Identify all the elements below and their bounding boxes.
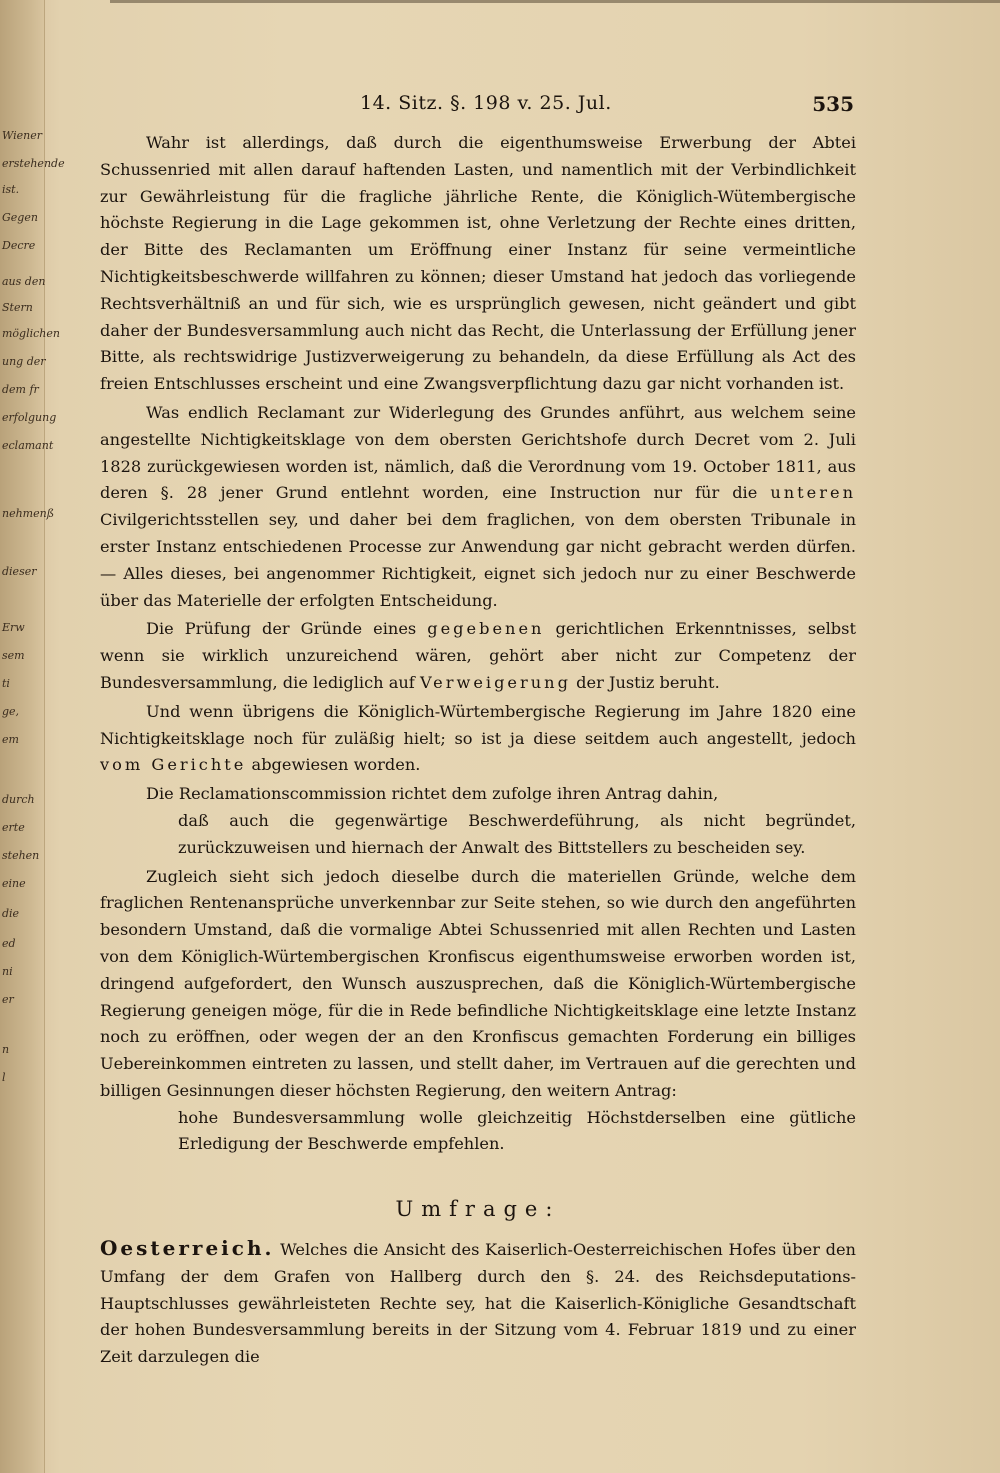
gutter-fragment: nehmenß	[2, 507, 55, 520]
gutter-fragment: stehen	[2, 849, 40, 862]
gutter-fragment: erstehende	[2, 157, 65, 170]
gutter-fragment: ni	[2, 965, 13, 978]
gutter-fragment: Gegen	[2, 211, 38, 224]
paragraph: Zugleich sieht sich jedoch dieselbe durch die materiellen Gründe, welche dem fraglichen Rentenansprüche unverkennbar zur Seite stehen, so wie durch den angeführten besondern Umstand, daß die vormalige Abtei Schussenried mit allen Rechten und Lasten von dem Königlich-Würtembergischen Kronfiscus eigenthumsweise erworben worden ist, dringend aufgefordert, den Wunsch auszusprechen, daß die Königlich-Würtembergische Regierung geneigen möge, für die in Rede befindliche Nichtigkeitsklage eine letzte Instanz noch zu eröffnen, oder wegen der an den Kronfiscus gemachten Forderung ein billiges Uebereinkommen eintreten zu lassen, und stellt daher, im Vertrauen auf die gerechten und billigen Gesinnungen dieser höchsten Regierung, den weitern Antrag:	[100, 866, 856, 1100]
gutter-fragment: l	[2, 1071, 6, 1084]
gutter-fragment: ge,	[2, 705, 20, 718]
text-run: Civilgerichtsstellen sey, und daher bei dem fraglichen, von dem obersten Tribunale in erster Instanz entschiedenen Processe zur Anwendung gar nicht gebracht werden dürfen. — Alles dieses, bei angenommer Richtigkeit, eignet sich jedoch nur zu einer Beschwerde über das Materielle der erfolgten Entscheidung.	[100, 510, 856, 610]
gutter-fragment: ed	[2, 937, 16, 950]
emphasized-text: gegebenen	[427, 619, 545, 639]
page-header	[360, 92, 860, 120]
adjacent-page-gutter	[0, 0, 65, 1473]
gutter-fragment: Erw	[2, 621, 25, 634]
gutter-fragment: dem fr	[2, 383, 39, 396]
gutter-fragment: ist.	[2, 183, 20, 196]
main-text	[100, 130, 856, 1371]
gutter-fragment: durch	[2, 793, 35, 806]
emphasized-text: unteren	[770, 483, 856, 503]
text-run: gerichtlichen Erkenntnisses, selbst wenn sie wirklich unzureichend wären, gehört aber nicht zur Competenz der Bundesversammlung, die lediglich auf	[100, 619, 856, 692]
paragraph: Wahr ist allerdings, daß durch die eigenthumsweise Erwerbung der Abtei Schussenried mit allen darauf haftenden Lasten, und namentlich mit der Verbindlichkeit zur Gewährleistung für die fragliche jährliche Rente, die Königlich-Wütembergische höchste Regierung in die Lage gekommen ist, ohne Verletzung der Rechte eines dritten, der Bitte des Reclamanten um Eröffnung einer Instanz für seine vermeintliche Nichtigkeitsbeschwerde willfahren zu können; dieser Umstand hat jedoch das vorliegende Rechtsverhältniß an und für sich, wie es ursprünglich gewesen, nicht geändert und gibt daher der Bundesversammlung auch nicht das Recht, die Unterlassung der Erfüllung jener Bitte, als rechtswidrige Justizverweigerung zu behandeln, da diese Erfüllung als Act des freien Entschlusses erscheint und eine Zwangsverpflichtung dazu gar nicht vorhanden ist.	[100, 133, 856, 394]
paragraph	[100, 699, 856, 779]
text-run: Welches die Ansicht des Kaiserlich-Oesterreichischen Hofes über den Umfang der dem Grafen von Hallberg durch den §. 24. des Reichsdeputations-Hauptschlusses gewährleisteten Rechte sey, hat die Kaiserlich-Königliche Gesandtschaft der hohen Bundesversammlung bereits in der Sitzung vom 4. Februar 1819 und zu einer Zeit darzulegen die	[100, 1240, 856, 1367]
section-heading: Umfrage:	[395, 1197, 561, 1222]
motion-text: hohe Bundesversammlung wolle gleichzeitig Höchstderselben eine gütliche Erledigung der Beschwerde empfehlen.	[178, 1107, 856, 1154]
paragraph	[100, 400, 856, 614]
emphasized-text: vom Gerichte	[100, 755, 247, 775]
gutter-fragment: erfolgung	[2, 411, 57, 424]
gutter-fragment: sem	[2, 649, 25, 662]
page-number: 535	[812, 92, 854, 116]
gutter-fragment: aus den	[2, 275, 46, 288]
paragraph	[100, 616, 856, 696]
text-run: abgewiesen worden.	[251, 755, 421, 775]
gutter-fragment: Wiener	[2, 129, 42, 142]
gutter-fragment: em	[2, 733, 19, 746]
gutter-fragment: die	[2, 907, 20, 920]
paragraph	[100, 1235, 856, 1371]
gutter-fragment: erte	[2, 821, 25, 834]
gutter-fragment: er	[2, 993, 14, 1006]
text-run: Und wenn übrigens die Königlich-Würtembergische Regierung im Jahre 1820 eine Nichtigkeitsklage noch für zuläßig hielt; so ist ja diese seitdem auch angestellt, jedoch	[100, 701, 856, 748]
text-run: der Justiz beruht.	[576, 672, 720, 692]
gutter-fragment: eclamant	[2, 439, 54, 452]
text-run: Was endlich Reclamant zur Widerlegung des Grundes anführt, aus welchem seine angestellte Nichtigkeitsklage von dem obersten Gerichtshofe durch Decret vom 2. Juli 1828 zurückgewiesen worden ist, nämlich, daß die Verordnung vom 19. October 1811, aus deren §. 28 jener Grund entlehnt worden, eine Instruction nur für die	[100, 402, 856, 503]
running-head: 14. Sitz. §. 198 v. 25. Jul.	[360, 92, 612, 114]
paragraph: Die Reclamationscommission richtet dem zufolge ihren Antrag dahin,	[146, 784, 719, 804]
gutter-fragment: ti	[2, 677, 10, 690]
motion-text: daß auch die gegenwärtige Beschwerdeführung, als nicht begründet, zurückzuweisen und hiernach der Anwalt des Bittstellers zu bescheiden sey.	[178, 810, 856, 857]
gutter-fragment: eine	[2, 877, 26, 890]
top-rule	[110, 0, 1000, 3]
gutter-fragment: dieser	[2, 565, 37, 578]
gutter-fragment: Stern	[2, 301, 33, 314]
state-name: Oesterreich.	[100, 1236, 275, 1261]
gutter-fragment: ung der	[2, 355, 46, 368]
gutter-fragment: Decre	[2, 239, 36, 252]
text-run: Die Prüfung der Gründe eines	[146, 619, 417, 639]
emphasized-text: Verweigerung	[419, 672, 571, 692]
gutter-fragment: möglichen	[2, 327, 60, 340]
gutter-fragment: n	[2, 1043, 10, 1056]
